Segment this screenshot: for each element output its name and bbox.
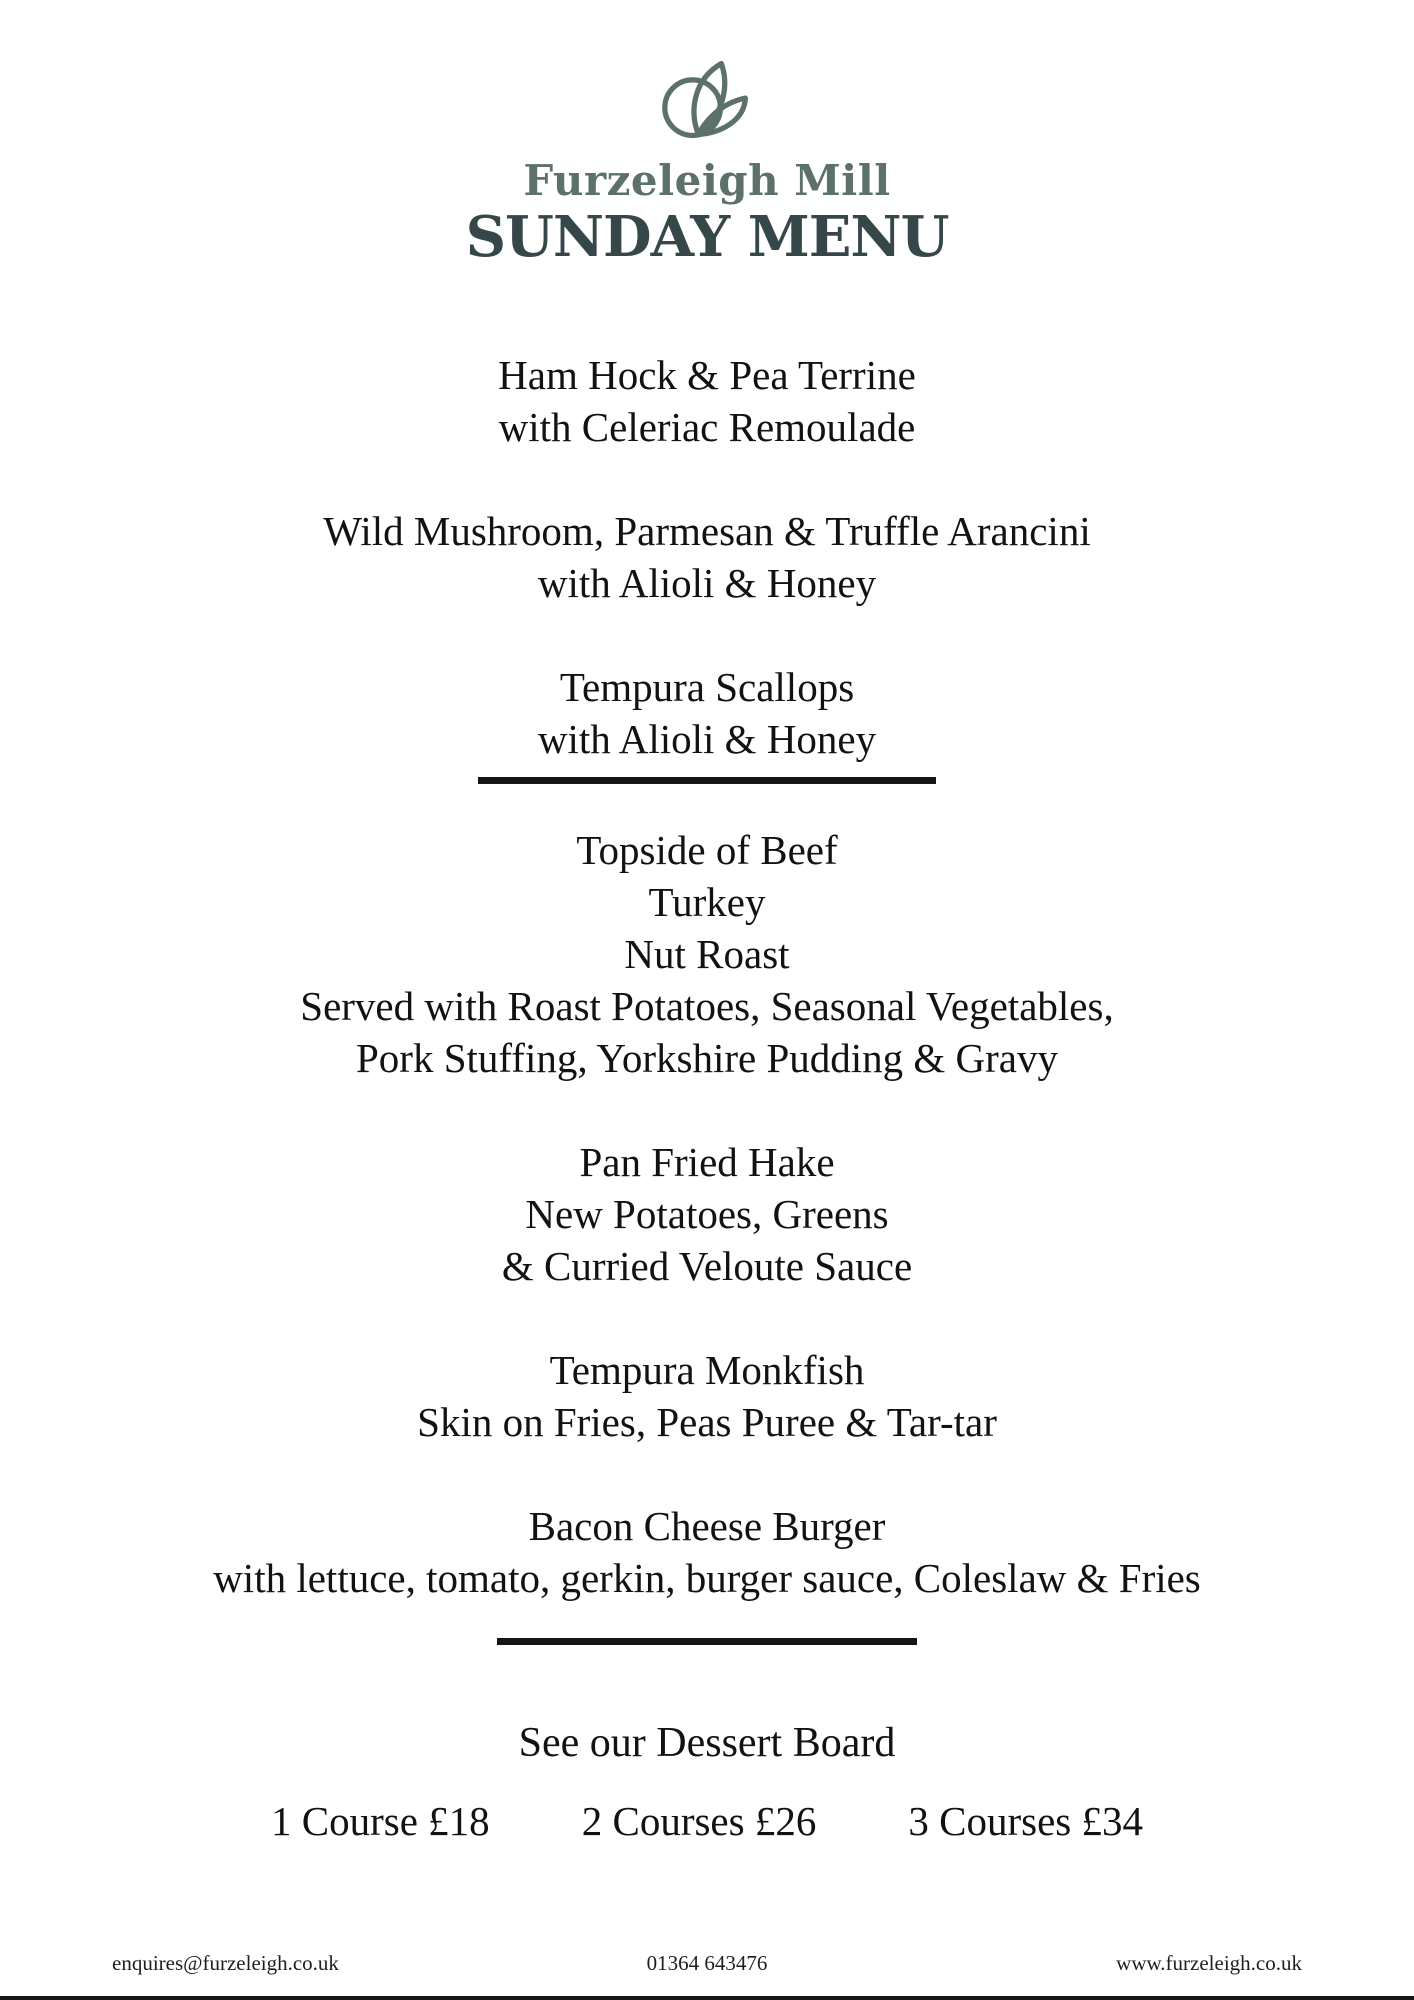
brand-name: Furzeleigh Mill <box>523 156 891 205</box>
dish-name: Turkey <box>648 878 766 925</box>
price-option-3-courses: 3 Courses £34 <box>908 1797 1143 1844</box>
dish-name: Bacon Cheese Burger <box>528 1502 886 1549</box>
dish-name: Tempura Monkfish <box>549 1346 865 1393</box>
footer-phone: 01364 643476 <box>646 1951 768 1975</box>
dish-name: Nut Roast <box>624 930 790 977</box>
menu-item <box>0 349 1414 453</box>
dish-name: Topside of Beef <box>576 826 838 873</box>
price-option-1-course: 1 Course £18 <box>271 1797 490 1844</box>
dish-detail: Pork Stuffing, Yorkshire Pudding & Gravy <box>356 1034 1058 1081</box>
dish-detail: & Curried Veloute Sauce <box>501 1242 913 1289</box>
dish-detail: with Alioli & Honey <box>537 559 877 606</box>
dish-name: Ham Hock & Pea Terrine <box>498 351 916 398</box>
pricing-row <box>271 1795 1143 1847</box>
page-footer <box>0 1948 1414 1978</box>
dish-name: Pan Fried Hake <box>579 1138 835 1185</box>
menu-body <box>0 349 1414 1847</box>
menu-item <box>0 505 1414 609</box>
menu-item <box>0 1344 1414 1448</box>
page-bottom-edge <box>0 1996 1414 2000</box>
mains-section <box>0 824 1414 1604</box>
lotus-flower-icon <box>654 54 760 146</box>
dessert-note: See our Dessert Board <box>518 1719 896 1766</box>
section-divider <box>497 1638 917 1645</box>
footer-website: www.furzeleigh.co.uk <box>1116 1951 1302 1975</box>
dish-detail: with Celeriac Remoulade <box>498 403 916 450</box>
menu-item <box>0 661 1414 765</box>
footer-email: enquires@furzeleigh.co.uk <box>112 1951 339 1975</box>
menu-header <box>0 0 1414 271</box>
menu-item <box>0 1136 1414 1292</box>
starters-section <box>0 349 1414 765</box>
dish-detail: with Alioli & Honey <box>537 715 877 762</box>
price-option-2-courses: 2 Courses £26 <box>581 1797 817 1844</box>
dessert-section <box>0 1717 1414 1847</box>
dish-name: Tempura Scallops <box>559 663 855 710</box>
dish-detail: with lettuce, tomato, gerkin, burger sauce, Coleslaw & Fries <box>213 1554 1201 1601</box>
dish-name: Wild Mushroom, Parmesan & Truffle Arancini <box>323 507 1091 554</box>
dish-detail: Skin on Fries, Peas Puree & Tar-tar <box>417 1398 997 1445</box>
dish-detail: New Potatoes, Greens <box>525 1190 889 1237</box>
dish-detail: Served with Roast Potatoes, Seasonal Vegetables, <box>300 982 1114 1029</box>
menu-item <box>0 1500 1414 1604</box>
section-divider <box>478 777 936 784</box>
page-title: SUNDAY MENU <box>465 204 949 271</box>
menu-item <box>0 824 1414 1084</box>
